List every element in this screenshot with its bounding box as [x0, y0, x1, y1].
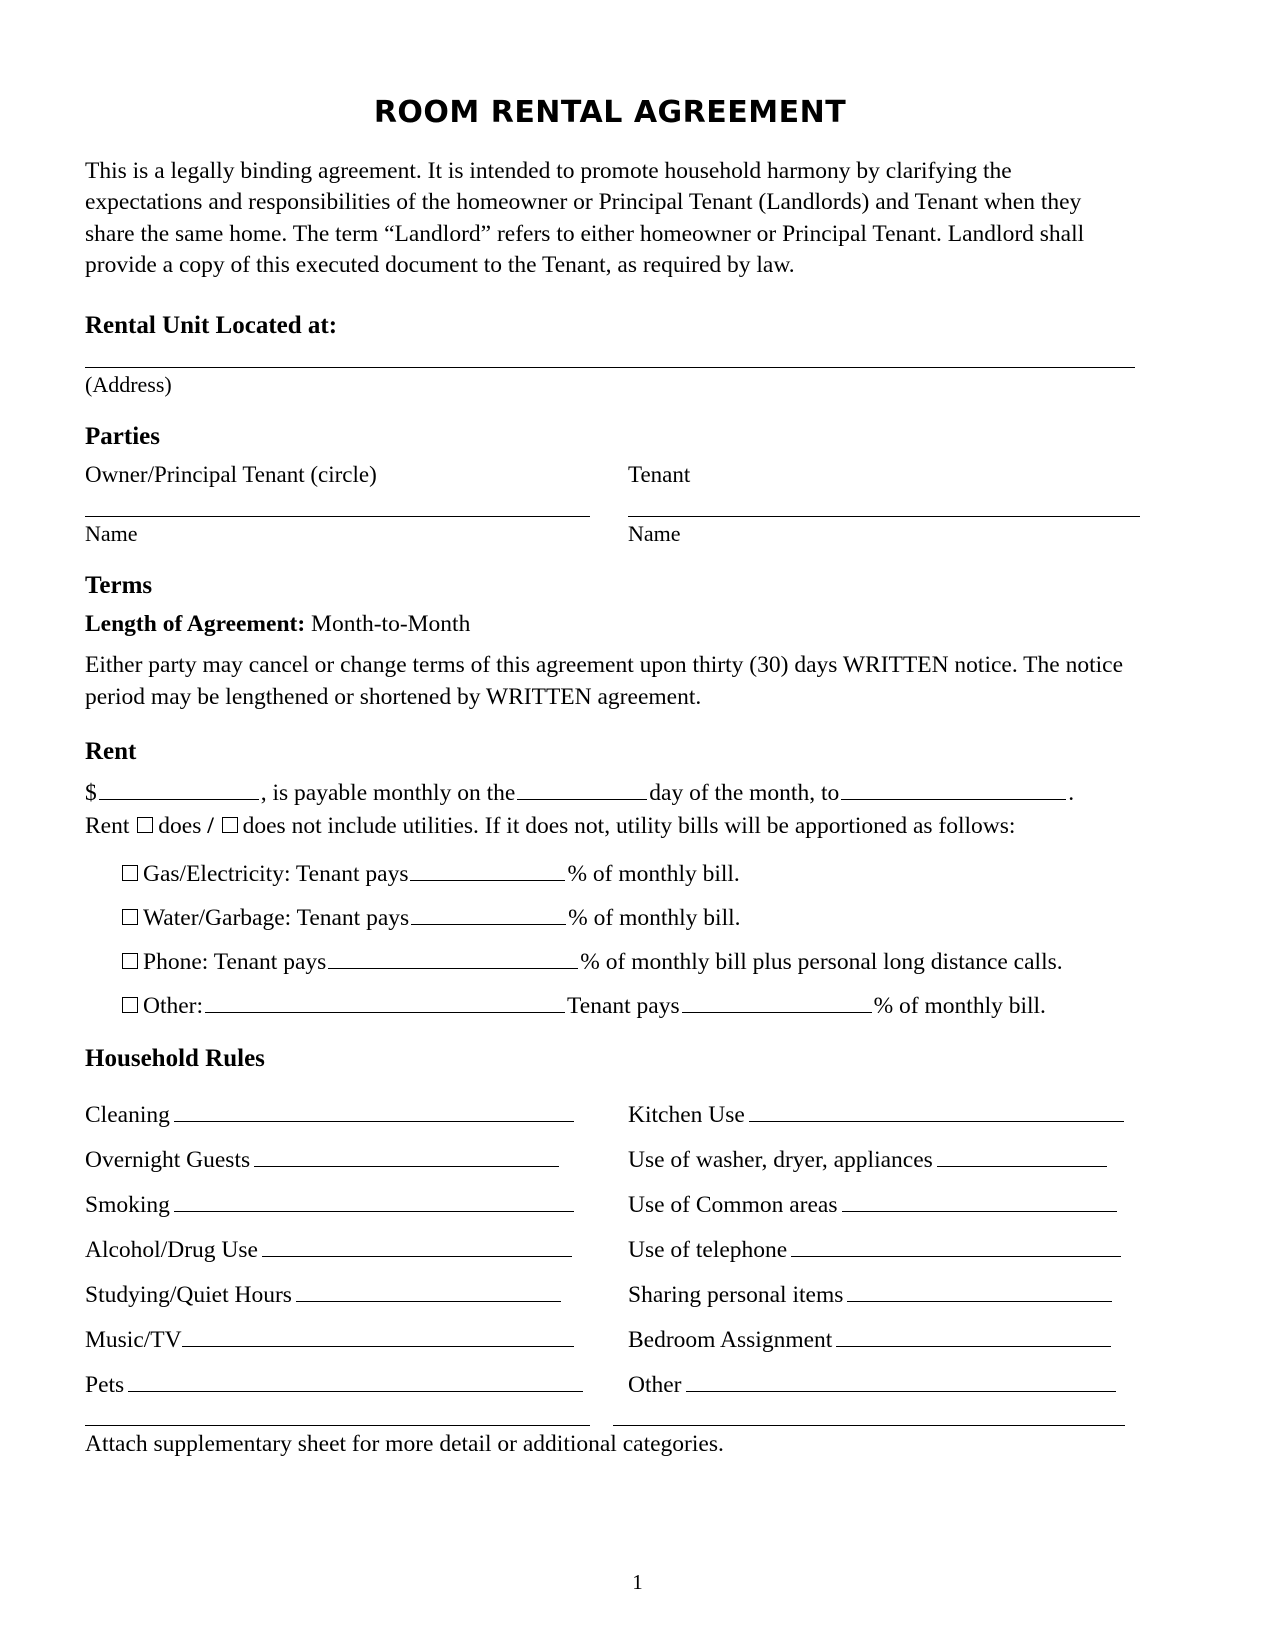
household-rules-left-column	[85, 1084, 610, 1399]
rule-input-washer-dryer-appliances[interactable]	[937, 1151, 1107, 1167]
household-rules-right-column	[610, 1084, 1135, 1399]
rule-label-other: Other	[628, 1371, 682, 1398]
rent-day-input-line[interactable]	[517, 784, 647, 800]
address-caption: (Address)	[85, 372, 172, 397]
utility-row-phone	[120, 932, 1135, 976]
rule-label-sharing-personal-items: Sharing personal items	[628, 1281, 844, 1308]
tenant-label: Tenant	[628, 462, 691, 488]
rule-row-overnight-guests	[85, 1129, 610, 1174]
rule-input-music-tv[interactable]	[182, 1331, 574, 1347]
rule-input-cleaning[interactable]	[174, 1106, 574, 1122]
utility-row-other	[120, 976, 1135, 1020]
rule-row-washer-dryer-appliances	[628, 1129, 1135, 1174]
rent-payable-text: , is payable monthly on the	[260, 779, 516, 806]
utility-row-water-garbage	[120, 888, 1135, 932]
owner-label: Owner/Principal Tenant (circle)	[85, 462, 377, 488]
rule-input-sharing-personal-items[interactable]	[847, 1286, 1112, 1302]
tenant-name-column	[610, 488, 1135, 547]
rent-amount-row	[85, 777, 1135, 810]
rule-row-smoking	[85, 1174, 610, 1219]
rule-row-studying-quiet-hours	[85, 1264, 610, 1309]
owner-name-column	[85, 488, 610, 547]
parties-name-row	[85, 488, 1135, 547]
rule-label-studying-quiet-hours: Studying/Quiet Hours	[85, 1281, 292, 1308]
rent-excludes-utilities-checkbox[interactable]	[222, 817, 238, 833]
rule-label-overnight-guests: Overnight Guests	[85, 1146, 251, 1173]
additional-input-line-right[interactable]	[613, 1425, 1125, 1426]
rule-input-telephone[interactable]	[791, 1241, 1121, 1257]
rule-label-cleaning: Cleaning	[85, 1101, 170, 1128]
page-number: 1	[632, 1570, 643, 1594]
section-heading-household-rules: Household Rules	[85, 1044, 265, 1072]
owner-column	[85, 462, 610, 488]
tenant-column	[610, 462, 1135, 488]
gas-electricity-label: Gas/Electricity: Tenant pays	[143, 860, 409, 887]
rule-input-other[interactable]	[686, 1376, 1116, 1392]
tenant-name-input-line[interactable]	[628, 516, 1140, 517]
other-utility-label: Other:	[143, 992, 204, 1019]
other-utility-name-input-line[interactable]	[205, 997, 565, 1013]
section-heading-parties: Parties	[85, 423, 160, 451]
rule-label-common-areas: Use of Common areas	[628, 1191, 838, 1218]
rule-row-sharing-personal-items	[628, 1264, 1135, 1309]
rule-row-cleaning	[85, 1084, 610, 1129]
page-title: ROOM RENTAL AGREEMENT	[373, 95, 847, 130]
intro-paragraph: This is a legally binding agreement. It is intended to promote household harmony by clarifying the expectations and responsibilities of the homeowner or Principal Tenant (Landlords) and Tenant when they share the same home. The term “Landlord” refers to either homeowner or Principal Tenant. Landlord shall provide a copy of this executed document to the Tenant, as required by law.	[85, 158, 1085, 278]
section-heading-rental-unit: Rental Unit Located at:	[85, 312, 338, 339]
rule-input-overnight-guests[interactable]	[254, 1151, 559, 1167]
phone-suffix: % of monthly bill plus personal long distance calls.	[580, 948, 1063, 975]
utility-row-gas-electricity	[120, 844, 1135, 888]
rule-row-alcohol-drug-use	[85, 1219, 610, 1264]
other-utility-suffix: % of monthly bill.	[873, 992, 1046, 1019]
notice-paragraph: Either party may cancel or change terms of this agreement upon thirty (30) days WRITTEN notice. The notice period may be lengthened or shortened by WRITTEN agreement.	[85, 652, 1124, 710]
rule-label-pets: Pets	[85, 1371, 125, 1398]
water-garbage-suffix: % of monthly bill.	[568, 904, 741, 931]
rent-day-text: day of the month, to	[649, 779, 840, 806]
gas-electricity-suffix: % of monthly bill.	[567, 860, 740, 887]
rule-label-kitchen-use: Kitchen Use	[628, 1101, 745, 1128]
owner-name-input-line[interactable]	[85, 516, 590, 517]
water-garbage-label: Water/Garbage: Tenant pays	[143, 904, 410, 931]
section-heading-rent: Rent	[85, 737, 137, 765]
water-garbage-checkbox[interactable]	[122, 909, 138, 925]
rent-amount-input-line[interactable]	[99, 784, 259, 800]
rule-input-common-areas[interactable]	[842, 1196, 1117, 1212]
rent-currency-symbol: $	[85, 779, 97, 806]
rule-row-bedroom-assignment	[628, 1309, 1135, 1354]
rent-includes-utilities-checkbox[interactable]	[137, 817, 153, 833]
other-utility-checkbox[interactable]	[122, 997, 138, 1013]
parties-labels-row	[85, 462, 1135, 488]
length-of-agreement-row	[85, 611, 1135, 638]
length-of-agreement-label: Length of Agreement:	[85, 611, 306, 638]
attach-note: Attach supplementary sheet for more detail or additional categories.	[85, 1430, 724, 1457]
gas-electricity-percent-input-line[interactable]	[410, 865, 565, 881]
rent-utilities-prefix: Rent	[85, 813, 130, 840]
additional-input-line-left[interactable]	[85, 1425, 590, 1426]
rule-label-telephone: Use of telephone	[628, 1236, 788, 1263]
gas-electricity-checkbox[interactable]	[122, 865, 138, 881]
phone-label: Phone: Tenant pays	[143, 948, 327, 975]
rule-row-kitchen-use	[628, 1084, 1135, 1129]
additional-lines-row	[85, 1425, 1135, 1426]
rule-input-bedroom-assignment[interactable]	[836, 1331, 1111, 1347]
rule-row-other	[628, 1354, 1135, 1399]
phone-percent-input-line[interactable]	[328, 953, 578, 969]
section-heading-terms: Terms	[85, 572, 153, 600]
rent-does-label: does	[158, 813, 202, 840]
rule-input-smoking[interactable]	[174, 1196, 574, 1212]
other-utility-middle: Tenant pays	[567, 992, 680, 1019]
rule-label-bedroom-assignment: Bedroom Assignment	[628, 1326, 833, 1353]
rule-input-kitchen-use[interactable]	[749, 1106, 1124, 1122]
rule-row-telephone	[628, 1219, 1135, 1264]
rent-slash: /	[207, 813, 214, 840]
rule-input-alcohol-drug-use[interactable]	[262, 1241, 572, 1257]
rule-input-pets[interactable]	[128, 1376, 583, 1392]
rent-does-not-label: does not include utilities. If it does not, utility bills will be apportioned as follows:	[242, 813, 1016, 840]
rule-row-pets	[85, 1354, 610, 1399]
other-utility-percent-input-line[interactable]	[682, 997, 872, 1013]
rent-period: .	[1068, 779, 1075, 806]
address-input-line[interactable]	[85, 367, 1135, 368]
rent-utilities-row	[85, 810, 1135, 843]
phone-checkbox[interactable]	[122, 953, 138, 969]
rule-row-common-areas	[628, 1174, 1135, 1219]
rule-label-smoking: Smoking	[85, 1191, 170, 1218]
rule-label-music-tv: Music/TV	[85, 1326, 182, 1353]
length-of-agreement-value: Month-to-Month	[311, 611, 471, 638]
rule-row-music-tv	[85, 1309, 610, 1354]
water-garbage-percent-input-line[interactable]	[411, 909, 566, 925]
rule-label-washer-dryer-appliances: Use of washer, dryer, appliances	[628, 1146, 933, 1173]
owner-name-caption: Name	[85, 521, 138, 547]
tenant-name-caption: Name	[628, 521, 681, 547]
rule-input-studying-quiet-hours[interactable]	[296, 1286, 561, 1302]
rule-label-alcohol-drug-use: Alcohol/Drug Use	[85, 1236, 258, 1263]
rent-payee-input-line[interactable]	[841, 784, 1066, 800]
household-rules-grid	[85, 1084, 1135, 1399]
